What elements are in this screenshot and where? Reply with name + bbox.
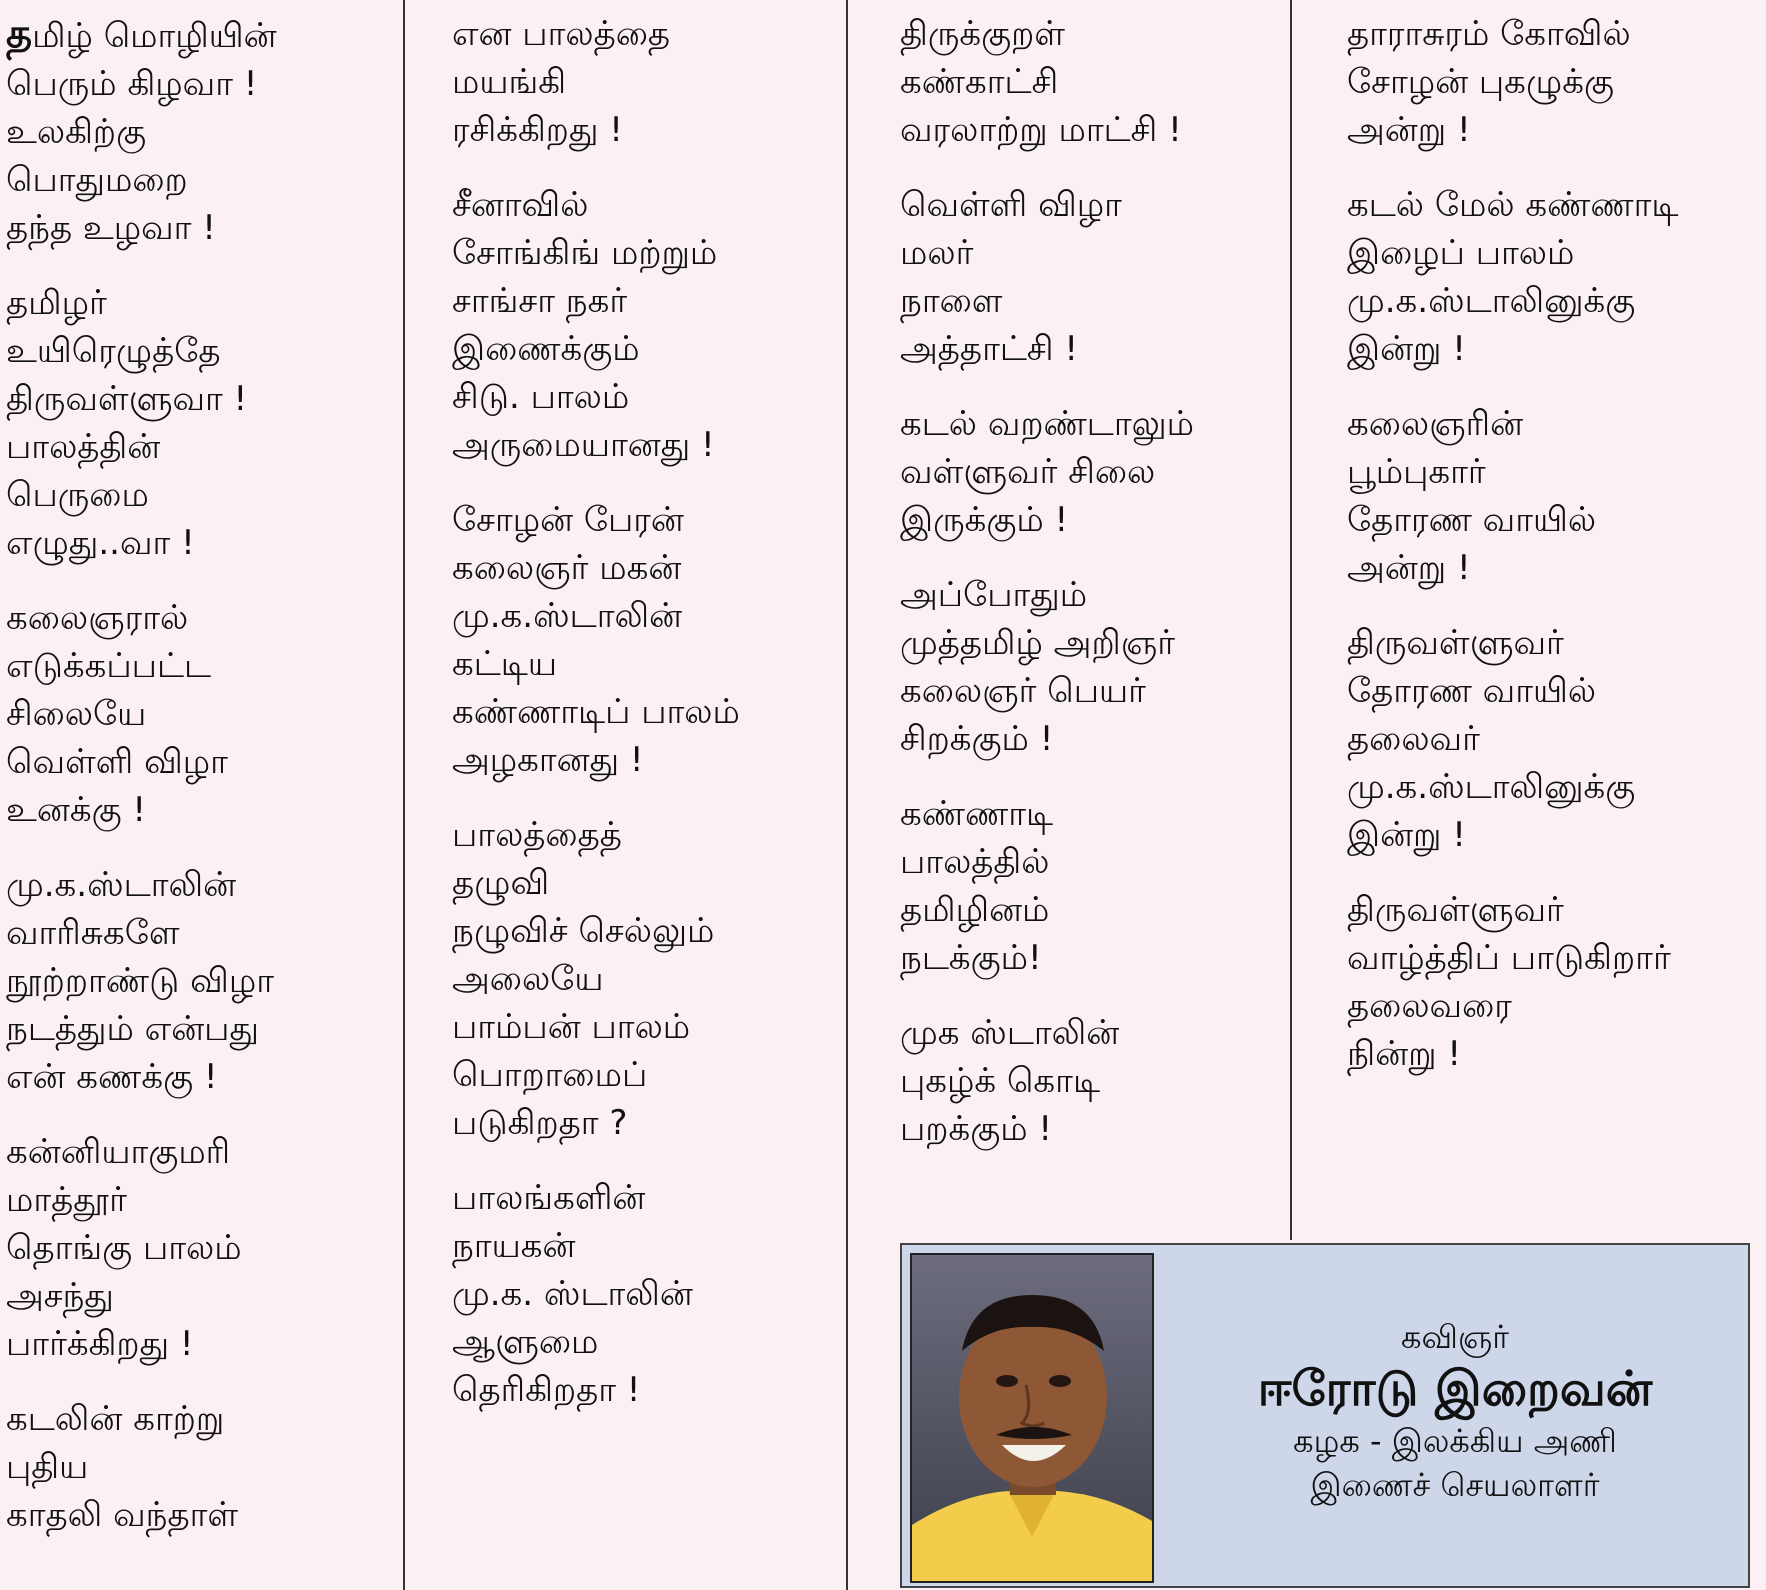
poem-line: கட்டிய	[452, 644, 558, 684]
poem-line: முக ஸ்டாலின்	[900, 1013, 1120, 1053]
stanza	[6, 861, 396, 1101]
stanza	[452, 496, 842, 784]
poem-line: சாங்சா நகர்	[452, 281, 628, 321]
stanza	[6, 1128, 396, 1368]
stanza	[900, 181, 1290, 373]
poem-line: மு.க.ஸ்டாலினுக்கு	[1347, 767, 1636, 807]
poem-line: மாத்தூர்	[6, 1180, 127, 1220]
column-divider	[846, 0, 848, 1590]
poem-line	[6, 10, 396, 60]
poem-line: பாலங்களின்	[452, 1178, 646, 1218]
stanza	[1347, 181, 1757, 373]
poem-line: பொதுமறை	[6, 160, 188, 200]
author-box	[900, 1243, 1750, 1588]
poem-line: இன்று !	[1347, 815, 1466, 855]
poem-line: பூம்புகார்	[1347, 452, 1486, 492]
poem-line: மயங்கி	[452, 62, 567, 102]
poem-line: சீனாவில்	[452, 185, 589, 225]
poem-line: வெள்ளி விழா	[900, 185, 1122, 225]
drop-cap: த	[6, 11, 33, 57]
poem-line: கலைஞர் பெயர்	[900, 671, 1146, 711]
poem-line: கலைஞரால்	[6, 598, 189, 638]
column-divider	[1290, 0, 1292, 1240]
poem-line: எடுக்கப்பட்ட	[6, 646, 212, 686]
poem-line: கலைஞரின்	[1347, 404, 1524, 444]
poem-line: அன்று !	[1347, 110, 1471, 150]
poem-line: தோரண வாயில்	[1347, 671, 1597, 711]
poem-column-3	[900, 10, 1290, 1180]
poem-line: ஆளுமை	[452, 1322, 599, 1362]
poem-line: முத்தமிழ் அறிஞர்	[900, 623, 1176, 663]
poem-line: மு.க.ஸ்டாலின்	[452, 596, 683, 636]
stanza	[452, 1174, 842, 1414]
poem-line: அன்று !	[1347, 548, 1471, 588]
poem-line: நாயகன்	[452, 1226, 576, 1266]
poem-line: பொறாமைப்	[452, 1055, 648, 1095]
stanza	[1347, 619, 1757, 859]
poem-line: மு.க.ஸ்டாலின்	[6, 865, 237, 905]
poem-line: திருக்குறள்	[900, 14, 1065, 54]
poem-line: தொங்கு பாலம்	[6, 1228, 242, 1268]
poem-line: பாம்பன் பாலம்	[452, 1007, 691, 1047]
poem-line: இருக்கும் !	[900, 500, 1069, 540]
stanza	[6, 594, 396, 834]
poem-line: மு.க. ஸ்டாலின்	[452, 1274, 693, 1314]
poem-line: வாழ்த்திப் பாடுகிறார்	[1347, 938, 1671, 978]
poem-line: திருவள்ளுவர்	[1347, 623, 1564, 663]
author-title: கவிஞர்	[1401, 1318, 1509, 1356]
poem-column-1	[6, 10, 396, 1566]
poem-line: மு.க.ஸ்டாலினுக்கு	[1347, 281, 1636, 321]
poem-line: தாராசுரம் கோவில்	[1347, 14, 1631, 54]
poem-line: தமிழர்	[6, 283, 107, 323]
poem-line: இழைப் பாலம்	[1347, 233, 1575, 273]
poem-line: தலைவரை	[1347, 986, 1512, 1026]
poem-line: சிறக்கும் !	[900, 719, 1054, 759]
stanza	[452, 10, 842, 154]
poem-line: இன்று !	[1347, 329, 1466, 369]
poem-line: சோங்கிங் மற்றும்	[452, 233, 718, 273]
poem-line: தோரண வாயில்	[1347, 500, 1597, 540]
poem-line: பாலத்தின்	[6, 427, 161, 467]
author-credit	[1172, 1315, 1738, 1507]
poem-line: கலைஞர் மகன்	[452, 548, 682, 588]
author-portrait-image	[912, 1255, 1152, 1581]
poem-line: எழுது..வா !	[6, 523, 195, 563]
author-role-line-1: கழக - இலக்கிய அணி	[1293, 1422, 1617, 1460]
poem-line: அப்போதும்	[900, 575, 1088, 615]
poem-line: பார்க்கிறது !	[6, 1324, 194, 1364]
poem-line: அலையே	[452, 959, 604, 999]
stanza	[1347, 400, 1757, 592]
poem-line: பாலத்தைத்	[452, 815, 622, 855]
poem-line: சோழன் புகழுக்கு	[1347, 62, 1615, 102]
poem-line: காதலி வந்தாள்	[6, 1495, 239, 1535]
poem-line: என பாலத்தை	[452, 14, 671, 54]
author-name: ஈரோடு இறைவன்	[1257, 1361, 1653, 1417]
poem-line: நழுவிச் செல்லும்	[452, 911, 715, 951]
poem-line: அசந்து	[6, 1276, 114, 1316]
poem-line: தந்த உழவா !	[6, 208, 216, 248]
poem-line: சிலையே	[6, 694, 147, 734]
poem-line: பெரும் கிழவா !	[6, 64, 258, 104]
poem-line: புகழ்க் கொடி	[900, 1061, 1100, 1101]
poem-line: கடல் மேல் கண்ணாடி	[1347, 185, 1679, 225]
poem-line: அழகானது !	[452, 740, 644, 780]
poem-line: சோழன் பேரன்	[452, 500, 684, 540]
poem-line: நாளை	[900, 281, 1003, 321]
poem-line: திருவள்ளுவா !	[6, 379, 248, 419]
poem-line: அத்தாட்சி !	[900, 329, 1078, 369]
stanza	[1347, 886, 1757, 1078]
stanza	[900, 790, 1290, 982]
poem-line: இணைக்கும்	[452, 329, 640, 369]
stanza	[6, 10, 396, 252]
poem-line: வரலாற்று மாட்சி !	[900, 110, 1182, 150]
poem-line: உயிரெழுத்தே	[6, 331, 221, 371]
poem-line: கடலின் காற்று	[6, 1399, 225, 1439]
stanza	[900, 10, 1290, 154]
stanza	[900, 571, 1290, 763]
stanza	[452, 811, 842, 1147]
poem-line: நடக்கும்!	[900, 938, 1042, 978]
poem-line: தலைவர்	[1347, 719, 1480, 759]
poem-line: கடல் வறண்டாலும்	[900, 404, 1194, 444]
author-photo	[910, 1253, 1154, 1583]
poem-line: நின்று !	[1347, 1034, 1461, 1074]
poem-line: புதிய	[6, 1447, 89, 1487]
stanza	[452, 181, 842, 469]
author-role-line-2: இணைச் செயலாளர்	[1310, 1466, 1600, 1504]
poem-line: அருமையானது !	[452, 425, 715, 465]
poem-line: கண்ணாடிப் பாலம்	[452, 692, 740, 732]
poem-line: மலர்	[900, 233, 974, 273]
poem-line-text: மிழ் மொழியின்	[32, 16, 277, 56]
poem-line: கண்ணாடி	[900, 794, 1054, 834]
stanza	[1347, 10, 1757, 154]
poem-line: பெருமை	[6, 475, 149, 515]
stanza	[6, 1395, 396, 1539]
stanza	[900, 1009, 1290, 1153]
poem-line: படுகிறதா ?	[452, 1103, 628, 1143]
poem-line: தமிழினம்	[900, 890, 1050, 930]
poem-line: ரசிக்கிறது !	[452, 110, 623, 150]
poem-line: பாலத்தில்	[900, 842, 1050, 882]
poem-line: நடத்தும் என்பது	[6, 1009, 259, 1049]
poem-line: வெள்ளி விழா	[6, 742, 228, 782]
poem-line: தழுவி	[452, 863, 550, 903]
poem-line: கன்னியாகுமரி	[6, 1132, 231, 1172]
poem-line: வள்ளுவர் சிலை	[900, 452, 1156, 492]
stanza	[900, 400, 1290, 544]
poem-line: பறக்கும் !	[900, 1109, 1053, 1149]
column-divider	[403, 0, 405, 1590]
stanza	[6, 279, 396, 567]
poem-column-2	[452, 10, 842, 1441]
poem-line: சிடு. பாலம்	[452, 377, 630, 417]
poem-line: என் கணக்கு !	[6, 1057, 218, 1097]
poem-column-4	[1347, 10, 1757, 1105]
poem-line: உலகிற்கு	[6, 112, 147, 152]
poem-line: கண்காட்சி	[900, 62, 1059, 102]
poem-line: வாரிசுகளே	[6, 913, 180, 953]
poem-line: உனக்கு !	[6, 790, 147, 830]
poem-line: தெரிகிறதா !	[452, 1370, 641, 1410]
poem-line: திருவள்ளுவர்	[1347, 890, 1564, 930]
poem-line: நூற்றாண்டு விழா	[6, 961, 274, 1001]
